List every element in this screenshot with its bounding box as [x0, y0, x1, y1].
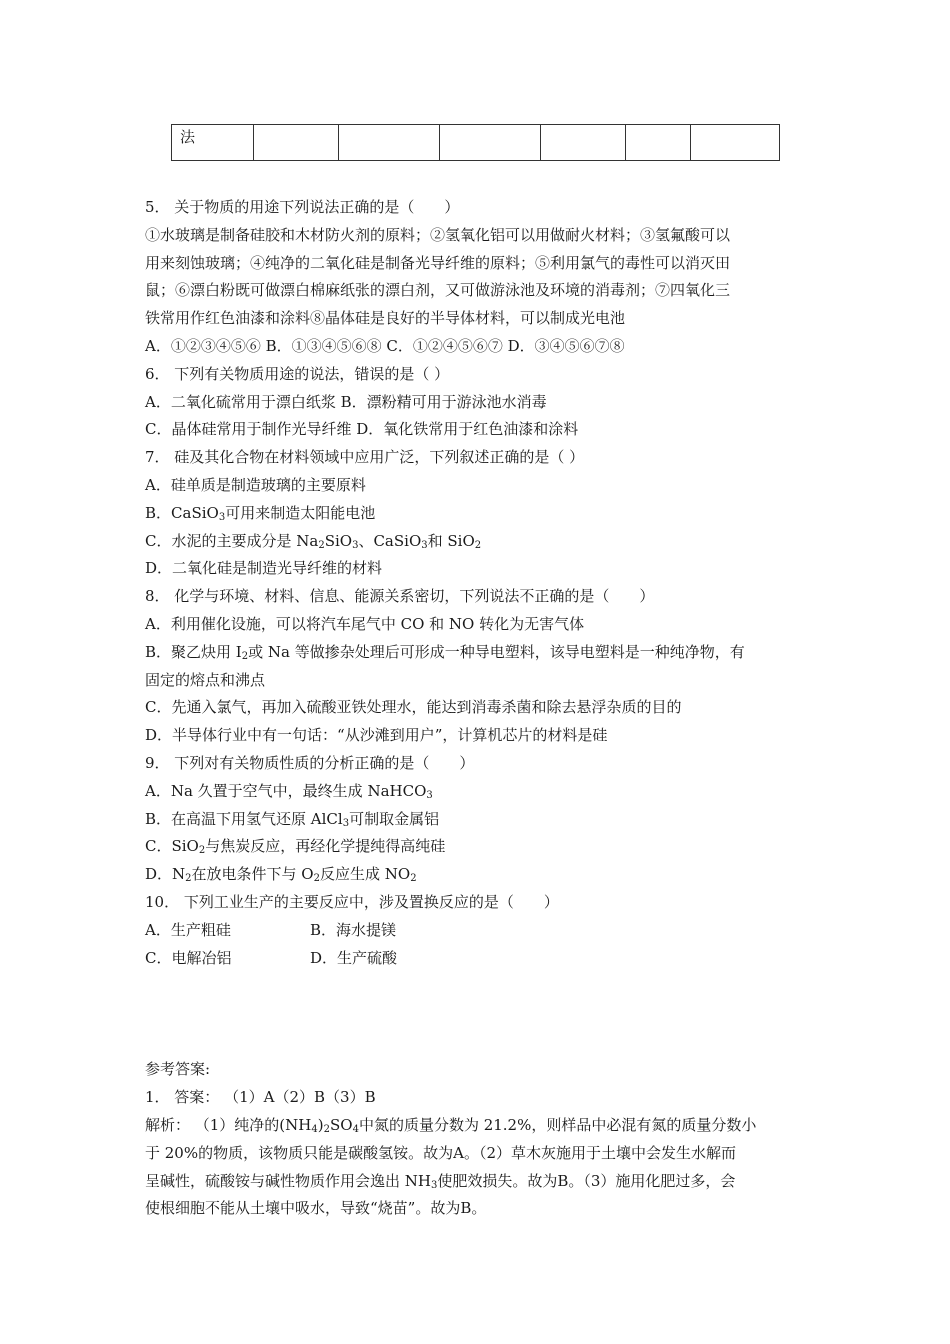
question-7-option-b: B．CaSiO$_3$可用来制造太阳能电池: [145, 503, 376, 523]
question-5-line: 鼠；⑥漂白粉既可做漂白棉麻纸张的漂白剂，又可做游泳池及环境的消毒剂；⑦四氧化三: [145, 281, 731, 300]
question-7-option-d: D．二氧化硅是制造光导纤维的材料: [145, 559, 383, 578]
question-10-stem: 10． 下列工业生产的主要反应中，涉及置换反应的是（ ）: [145, 892, 559, 911]
question-9-option-a: A．Na 久置于空气中，最终生成 NaHCO$_3$: [145, 781, 433, 801]
table-row: [172, 125, 780, 161]
document-body: [145, 194, 805, 1223]
table-cell: [541, 125, 626, 161]
table-cell: [339, 125, 440, 161]
question-5-stem: 5． 关于物质的用途下列说法正确的是（ ）: [145, 198, 460, 216]
explanation-line: 呈碱性，硫酸铵与碱性物质作用会逸出 $NH_3$使肥效损失。故为B。（3）施用化肥过多，会: [145, 1171, 736, 1191]
question-6-option-ab: A．二氧化硫常用于漂白纸浆 B．漂粉精可用于游泳池水消毒: [145, 392, 547, 411]
table-cell: 法: [172, 125, 254, 161]
explanation-line: 于 20%的物质，该物质只能是碳酸氢铵。故为A。（2）草木灰施用于土壤中会发生水解而: [145, 1143, 736, 1162]
question-9-stem: 9． 下列对有关物质性质的分析正确的是（ ）: [145, 753, 475, 772]
table-cell: [626, 125, 691, 161]
question-9-option-b: B．在高温下用氢气还原 AlCl$_3$可制取金属铝: [145, 809, 440, 829]
question-8-stem: 8． 化学与环境、材料、信息、能源关系密切，下列说法不正确的是（ ）: [145, 587, 655, 606]
question-5-line: 用来刻蚀玻璃；④纯净的二氧化硅是制备光导纤维的原料；⑤利用氯气的毒性可以消灭田: [145, 253, 731, 272]
question-10-options-ab: A．生产粗硅 B．海水提镁: [145, 920, 397, 939]
question-6-option-cd: C．晶体硅常用于制作光导纤维 D．氧化铁常用于红色油漆和涂料: [145, 420, 579, 439]
explanation-line: 解析： （1）纯净的$(NH_4)_2SO_4$中氮的质量分数为 21.2%，则样品中必混有氮的质量分数小: [145, 1115, 757, 1135]
table-cell: [691, 125, 780, 161]
question-7-option-a: A．硅单质是制造玻璃的主要原料: [145, 475, 366, 494]
question-8-option-b: B．聚乙炔用 $I_2$或 Na 等做掺杂处理后可形成一种导电塑料，该导电塑料是一种纯净物，有: [145, 642, 745, 662]
answer-1: 1． 答案： （1）A（2）B（3）B: [145, 1088, 376, 1107]
question-7-option-c: C．水泥的主要成分是 $Na_2SiO_3$、CaSiO$_3$和 SiO$_2$: [145, 531, 482, 551]
table-cell: [254, 125, 339, 161]
answer-table: [171, 124, 780, 161]
question-9-option-d: D．$N_2$在放电条件下与 $O_2$反应生成 $NO_2$: [145, 865, 417, 885]
question-5-line: ①水玻璃是制备硅胶和木材防火剂的原料；②氢氧化铝可以用做耐火材料；③氢氟酸可以: [145, 225, 731, 244]
question-9-option-c: C．SiO$_2$与焦炭反应，再经化学提纯得高纯硅: [145, 837, 446, 857]
question-10-options-cd: C．电解冶铝 D．生产硫酸: [145, 948, 398, 967]
question-8-option-d: D．半导体行业中有一句话：“从沙滩到用户”，计算机芯片的材料是硅: [145, 726, 608, 745]
table-cell: [440, 125, 541, 161]
question-8-option-c: C．先通入氯气，再加入硫酸亚铁处理水，能达到消毒杀菌和除去悬浮杂质的目的: [145, 698, 682, 717]
answers-heading: 参考答案:: [145, 1060, 211, 1079]
question-7-stem: 7． 硅及其化合物在材料领域中应用广泛，下列叙述正确的是（ ）: [145, 448, 585, 467]
question-8-option-a: A．利用催化设施，可以将汽车尾气中 CO 和 NO 转化为无害气体: [145, 614, 585, 633]
question-8-option-b-cont: 固定的熔点和沸点: [145, 670, 266, 689]
explanation-line: 使根细胞不能从土壤中吸水，导致“烧苗”。故为B。: [145, 1199, 487, 1218]
question-6-stem: 6． 下列有关物质用途的说法，错误的是（ ）: [145, 364, 450, 383]
question-5-line: 铁常用作红色油漆和涂料⑧晶体硅是良好的半导体材料，可以制成光电池: [145, 309, 626, 328]
question-5-options: A．①②③④⑤⑥ B．①③④⑤⑥⑧ C．①②④⑤⑥⑦ D．③④⑤⑥⑦⑧: [145, 336, 625, 355]
